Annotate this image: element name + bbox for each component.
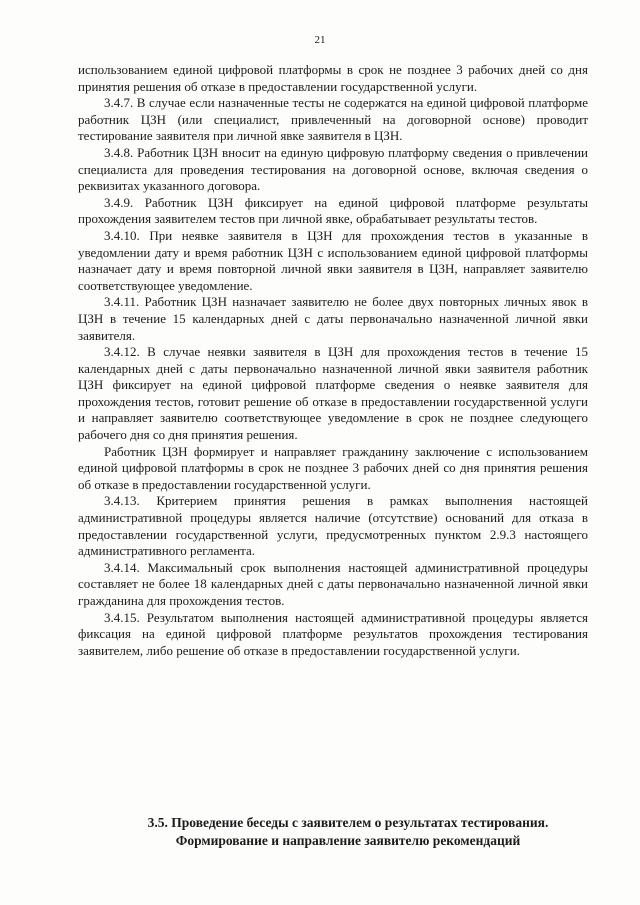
paragraph-conclusion: Работник ЦЗН формирует и направляет гражданину заключение с использованием единой цифровой платформы в срок не позднее 3 рабочих дней со дня принятия решения об отказе в предоставлении государственной услуги.	[78, 443, 588, 492]
section-heading-line-2: Формирование и направление заявителю рекомендаций	[175, 833, 521, 848]
paragraph-3-4-14: 3.4.14. Максимальный срок выполнения настоящей административной процедуры составляет не более 18 календарных дней с даты первоначально назначенной личной явки гражданина для прохождения тестов.	[78, 559, 588, 608]
paragraph-3-4-7: 3.4.7. В случае если назначенные тесты не содержатся на единой цифровой платформе работник ЦЗН (или специалист, привлеченный на договорной основе) проводит тестирование заявителя при личной явке заявителя в ЦЗН.	[78, 95, 588, 144]
paragraph-3-4-9: 3.4.9. Работник ЦЗН фиксирует на единой цифровой платформе результаты прохождения заявителем тестов при личной явке, обрабатывает результаты тестов.	[78, 194, 588, 227]
paragraph-3-4-15: 3.4.15. Результатом выполнения настоящей административной процедуры является фиксация на единой цифровой платформе результатов прохождения тестирования заявителем, либо решение об отказе в предоставлении государственной услуги.	[78, 609, 588, 658]
section-heading-line-1: 3.5. Проведение беседы с заявителем о результатах тестирования.	[147, 815, 549, 830]
paragraph-3-4-13: 3.4.13. Критерием принятия решения в рамках выполнения настоящей административной процедуры является наличие (отсутствие) оснований для отказа в предоставлении государственной услуги, предусмотренных пунктом 2.9.3 настоящего административного регламента.	[78, 493, 588, 559]
paragraph-3-4-11: 3.4.11. Работник ЦЗН назначает заявителю не более двух повторных личных явок в ЦЗН в течение 15 календарных дней с даты первоначально назначенной личной явки заявителя.	[78, 294, 588, 343]
paragraph-3-4-8: 3.4.8. Работник ЦЗН вносит на единую цифровую платформу сведения о привлечении специалиста для проведения тестирования на договорной основе, включая сведения о реквизитах указанного договора.	[78, 144, 588, 194]
paragraph-continuation: использованием единой цифровой платформы в срок не позднее 3 рабочих дней со дня принятия решения об отказе в предоставлении государственной услуги.	[78, 62, 588, 94]
paragraph-3-4-12: 3.4.12. В случае неявки заявителя в ЦЗН для прохождения тестов в течение 15 календарных дней с даты первоначально назначенной личной явки заявителя работник ЦЗН фиксирует на единой цифровой платформе сведения о неявке заявителя для прохождения тестов, готовит решение об отказе в предоставлении государственной услуги и направляет заявителю соответствующее уведомление в срок не позднее следующего рабочего дня со дня принятия решения.	[78, 344, 588, 443]
page-number: 21	[314, 34, 326, 46]
section-heading	[78, 814, 618, 850]
body-text	[78, 62, 588, 659]
paragraph-3-4-10: 3.4.10. При неявке заявителя в ЦЗН для прохождения тестов в указанные в уведомлении дату и время работник ЦЗН с использованием единой цифровой платформы назначает дату и время повторной личной явки заявителя в ЦЗН, направляет заявителю соответствующее уведомление.	[78, 227, 588, 293]
